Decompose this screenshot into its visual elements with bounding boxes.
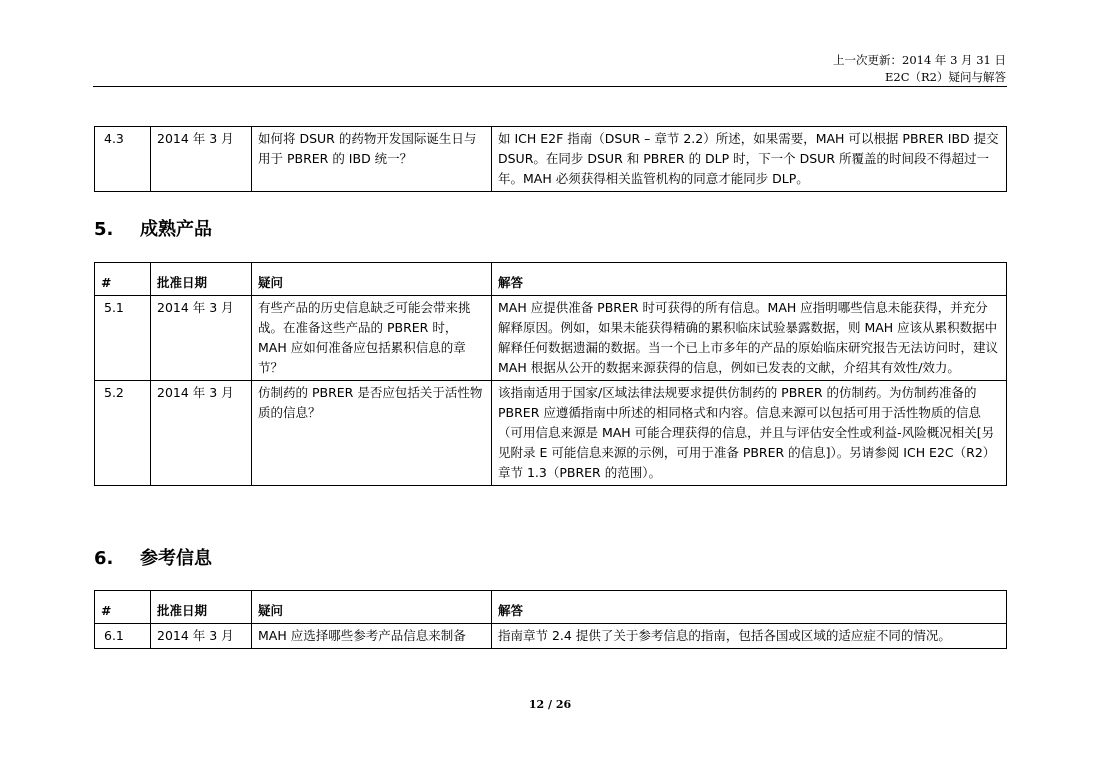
- row-question: MAH 应选择哪些参考产品信息来制备: [252, 624, 492, 649]
- qa-table-continued: [94, 126, 1007, 192]
- row-question: 如何将 DSUR 的药物开发国际诞生日与用于 PBRER 的 IBD 统一？: [252, 127, 492, 192]
- section-heading-6: [94, 544, 212, 570]
- row-answer: 指南章节 2.4 提供了关于参考信息的指南，包括各国或区域的适应症不同的情况。: [492, 624, 1007, 649]
- page-number: 12 / 26: [528, 698, 572, 711]
- column-header-date: 批准日期: [151, 263, 252, 296]
- row-answer: MAH 应提供准备 PBRER 时可获得的所有信息。MAH 应指明哪些信息未能获得，并充分解释原因。例如，如果未能获得精确的累积临床试验暴露数据，则 MAH 应该从累积数据中解释任何数据遗漏的数据。当一个已上市多年的产品的原始临床研究报告无法访问时，建议 MAH 根据从公开的数据来源获得的信息，例如已发表的文献，介绍其有效性/效力。: [492, 296, 1007, 381]
- row-number: 4.3: [95, 127, 151, 192]
- column-header-number: #: [95, 591, 151, 624]
- row-answer: 如 ICH E2F 指南（DSUR – 章节 2.2）所述，如果需要，MAH 可以根据 PBRER IBD 提交 DSUR。在同步 DSUR 和 PBRER 的 DLP 时，下一个 DSUR 所覆盖的时间段不得超过一年。MAH 必须获得相关监管机构的同意才能同步 DLP。: [492, 127, 1007, 192]
- column-header-answer: 解答: [492, 591, 1007, 624]
- row-number: 5.2: [95, 381, 151, 486]
- row-answer: 该指南适用于国家/区域法律法规要求提供仿制药的 PBRER 的仿制药。为仿制药准备的 PBRER 应遵循指南中所述的相同格式和内容。信息来源可以包括可用于活性物质的信息（可用信息来源是 MAH 可能合理获得的信息，并且与评估安全性或利益-风险概况相关[另见附录 E 可能信息来源的示例，可用于准备 PBRER 的信息]）。另请参阅 ICH E2C（R2）章节 1.3（PBRER 的范围）。: [492, 381, 1007, 486]
- table-row: [95, 624, 1007, 649]
- document-title-line: E2C（R2）疑问与解答: [885, 70, 1006, 84]
- qa-table-section-6: [94, 590, 1007, 649]
- table-header-row: [95, 263, 1007, 296]
- row-question: 有些产品的历史信息缺乏可能会带来挑战。在准备这些产品的 PBRER 时，MAH 应如何准备应包括累积信息的章节？: [252, 296, 492, 381]
- section-number: 6.: [94, 548, 114, 569]
- last-update-line: 上一次更新：2014 年 3 月 31 日: [833, 53, 1006, 67]
- row-question: 仿制药的 PBRER 是否应包括关于活性物质的信息？: [252, 381, 492, 486]
- section-title: 参考信息: [140, 548, 212, 569]
- row-date: 2014 年 3 月: [151, 624, 252, 649]
- column-header-question: 疑问: [252, 263, 492, 296]
- row-date: 2014 年 3 月: [151, 127, 252, 192]
- column-header-answer: 解答: [492, 263, 1007, 296]
- table-row: [95, 127, 1007, 192]
- row-date: 2014 年 3 月: [151, 296, 252, 381]
- section-number: 5.: [94, 219, 114, 240]
- table-row: [95, 381, 1007, 486]
- row-number: 6.1: [95, 624, 151, 649]
- page-header: [833, 52, 1006, 86]
- table-header-row: [95, 591, 1007, 624]
- column-header-number: #: [95, 263, 151, 296]
- qa-table-section-5: [94, 262, 1007, 486]
- table-row: [95, 296, 1007, 381]
- row-date: 2014 年 3 月: [151, 381, 252, 486]
- row-number: 5.1: [95, 296, 151, 381]
- column-header-question: 疑问: [252, 591, 492, 624]
- header-divider: [93, 86, 1007, 87]
- section-title: 成熟产品: [140, 219, 212, 240]
- section-heading-5: [94, 215, 212, 241]
- column-header-date: 批准日期: [151, 591, 252, 624]
